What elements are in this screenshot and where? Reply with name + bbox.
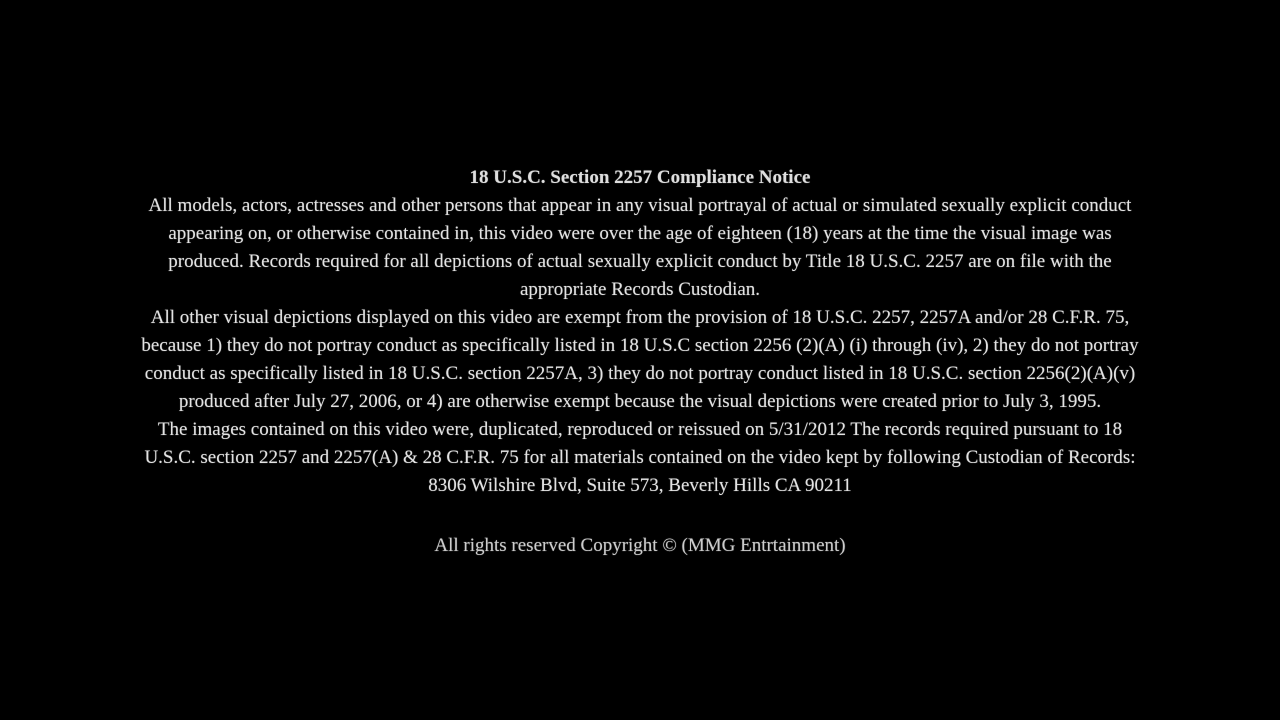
notice-line: conduct as specifically listed in 18 U.S.C. section 2257A, 3) they do not portray conduct listed in 18 U.S.C. section 2256(2)(A)(v) <box>144 363 1136 384</box>
notice-line: because 1) they do not portray conduct as specifically listed in 18 U.S.C section 2256 (2)(A) (i) through (iv), 2) they do not portray <box>141 335 1139 356</box>
notice-line: appearing on, or otherwise contained in, this video were over the age of eighteen (18) years at the time the visual image was <box>168 223 1112 244</box>
notice-line: 8306 Wilshire Blvd, Suite 573, Beverly Hills CA 90211 <box>428 475 852 496</box>
copyright-line: All rights reserved Copyright © (MMG Entrtainment) <box>434 535 846 556</box>
notice-title: 18 U.S.C. Section 2257 Compliance Notice <box>469 167 811 188</box>
notice-line: U.S.C. section 2257 and 2257(A) & 28 C.F.R. 75 for all materials contained on the video kept by following Custodian of Records: <box>144 447 1136 468</box>
compliance-notice <box>0 164 1280 560</box>
notice-line: All models, actors, actresses and other persons that appear in any visual portrayal of actual or simulated sexually explicit conduct <box>148 195 1132 216</box>
notice-line: produced. Records required for all depictions of actual sexually explicit conduct by Title 18 U.S.C. 2257 are on file with the <box>168 251 1112 272</box>
notice-line: The images contained on this video were, duplicated, reproduced or reissued on 5/31/2012 The records required pursuant to 18 <box>157 419 1123 440</box>
notice-line: All other visual depictions displayed on this video are exempt from the provision of 18 U.S.C. 2257, 2257A and/or 28 C.F.R. 75, <box>150 307 1130 328</box>
notice-line: appropriate Records Custodian. <box>519 279 761 300</box>
notice-line: produced after July 27, 2006, or 4) are otherwise exempt because the visual depictions were created prior to July 3, 1995. <box>178 391 1102 412</box>
